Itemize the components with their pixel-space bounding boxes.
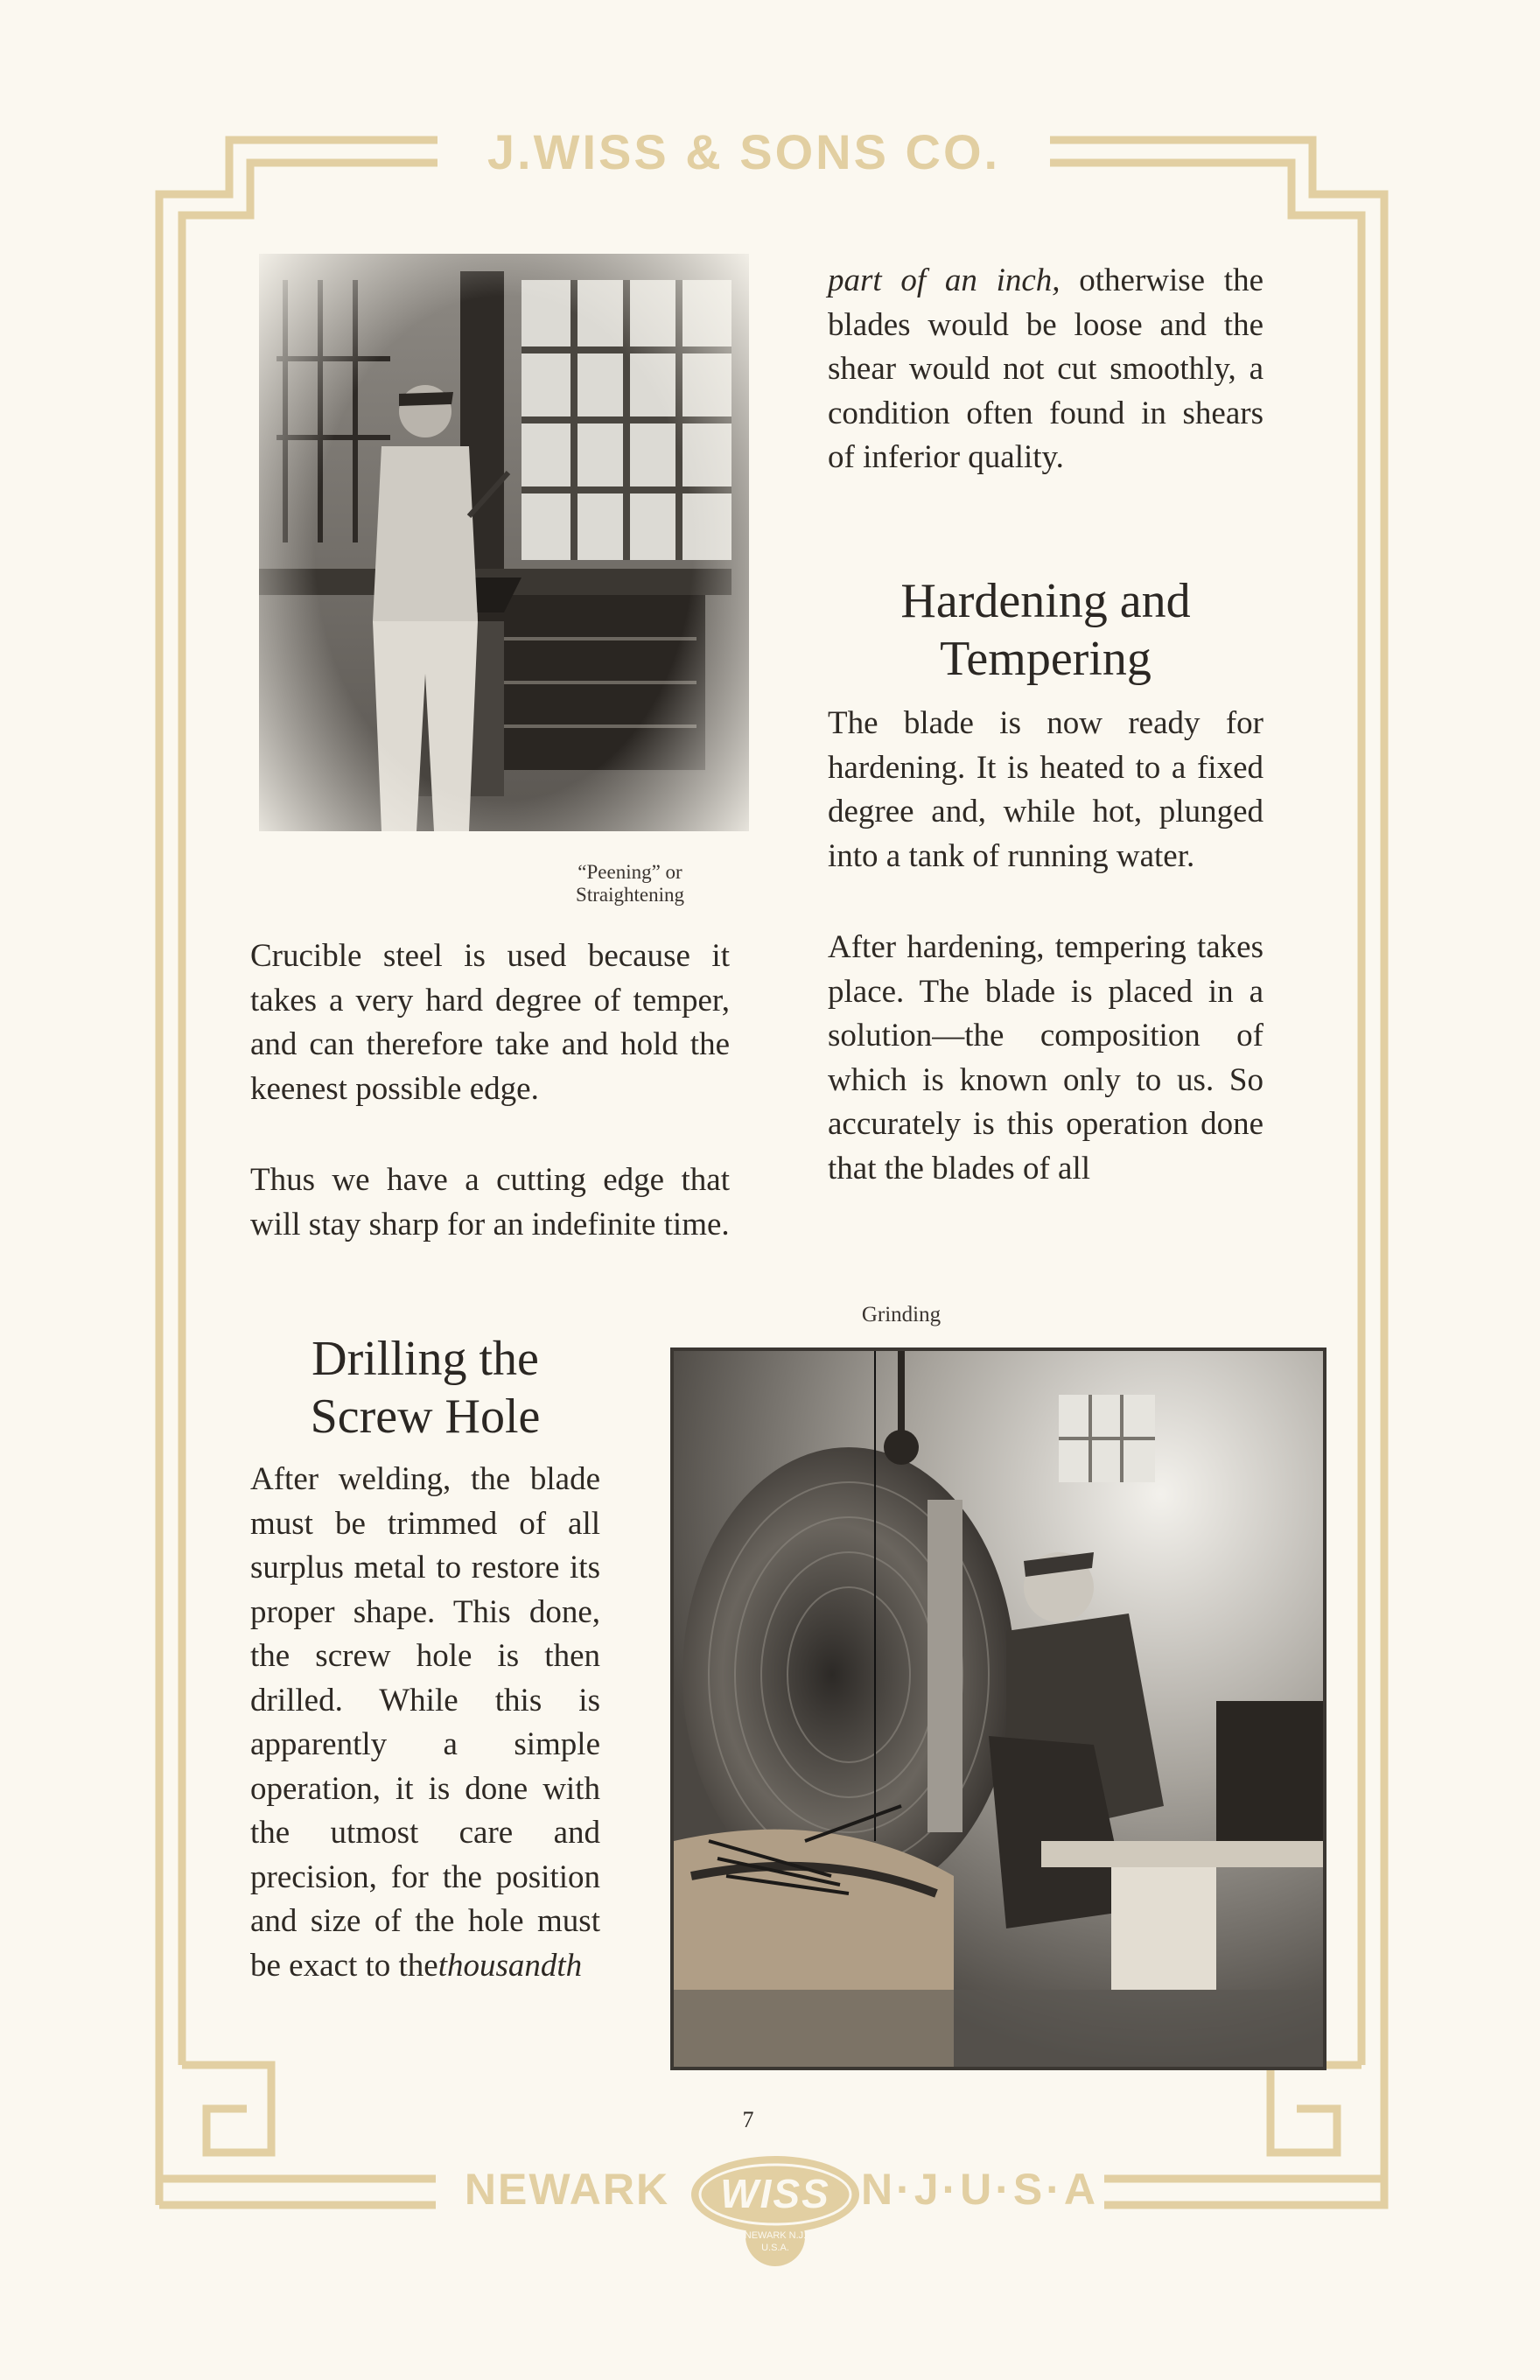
right-paragraph-1: The blade is now ready for hardening. It is heated to a fixed degree and, while hot, plunged into a tank of running water. — [828, 705, 1264, 874]
grinding-photo — [670, 1348, 1326, 2070]
heading-hardening-line1: Hardening and — [900, 574, 1191, 628]
peening-caption — [542, 861, 718, 906]
peening-photo — [259, 254, 749, 908]
heading-drilling-line2: Screw Hole — [310, 1390, 541, 1444]
left-paragraph-3 — [250, 1458, 600, 1988]
footer-usa-text: N·J·U·S·A — [858, 2165, 1102, 2214]
heading-drilling-line1: Drilling the — [312, 1332, 539, 1386]
peening-caption-line1: “Peening” or — [578, 861, 682, 883]
logo-wordmark: WISS — [720, 2171, 830, 2216]
header-banner-text: J.WISS & SONS CO. — [438, 130, 1050, 175]
logo-subtext — [688, 2230, 863, 2254]
heading-drilling — [250, 1330, 600, 1446]
right-paragraph-0-italic: part of an inch, — [828, 262, 1060, 298]
right-paragraph-0-text: otherwise the blades would be loose and the shear would not cut smoothly, a condition often found in shears of inferior quality. — [828, 262, 1264, 475]
logo-sub-line1: NEWARK N.J. — [744, 2230, 807, 2241]
right-paragraph-0 — [828, 259, 1264, 480]
page-number: 7 — [742, 2107, 754, 2132]
left-paragraph-3-text: After welding, the blade must be trimmed of all surplus metal to restore its proper shape. This done, the screw hole is then drilled. While this is apparently a simple operation, it is done with the utmost care and precision, for the position and size of the hole must be exact to the — [250, 1461, 600, 1984]
grinding-caption: Grinding — [861, 1303, 942, 1326]
left-paragraph-2: Thus we have a cutting edge that will stay sharp for an indefinite time. — [250, 1162, 730, 1242]
heading-hardening — [828, 572, 1264, 688]
logo-sub-line2: U.S.A. — [761, 2243, 789, 2253]
heading-hardening-line2: Tempering — [940, 632, 1152, 686]
right-paragraph-2: After hardening, tempering takes place. The blade is placed in a solution—the composition of which is known only to us. So accurately is this operation done that the blades of all — [828, 929, 1264, 1186]
peening-caption-line2: Straightening — [576, 884, 684, 906]
wiss-logo — [688, 2142, 863, 2273]
left-paragraph-3-italic: thousandth — [438, 1947, 583, 1984]
footer-newark-text: NEWARK — [436, 2165, 698, 2214]
left-paragraph-1: Crucible steel is used because it takes a very hard degree of temper, and can therefore take and hold the keenest possible edge. — [250, 938, 730, 1107]
